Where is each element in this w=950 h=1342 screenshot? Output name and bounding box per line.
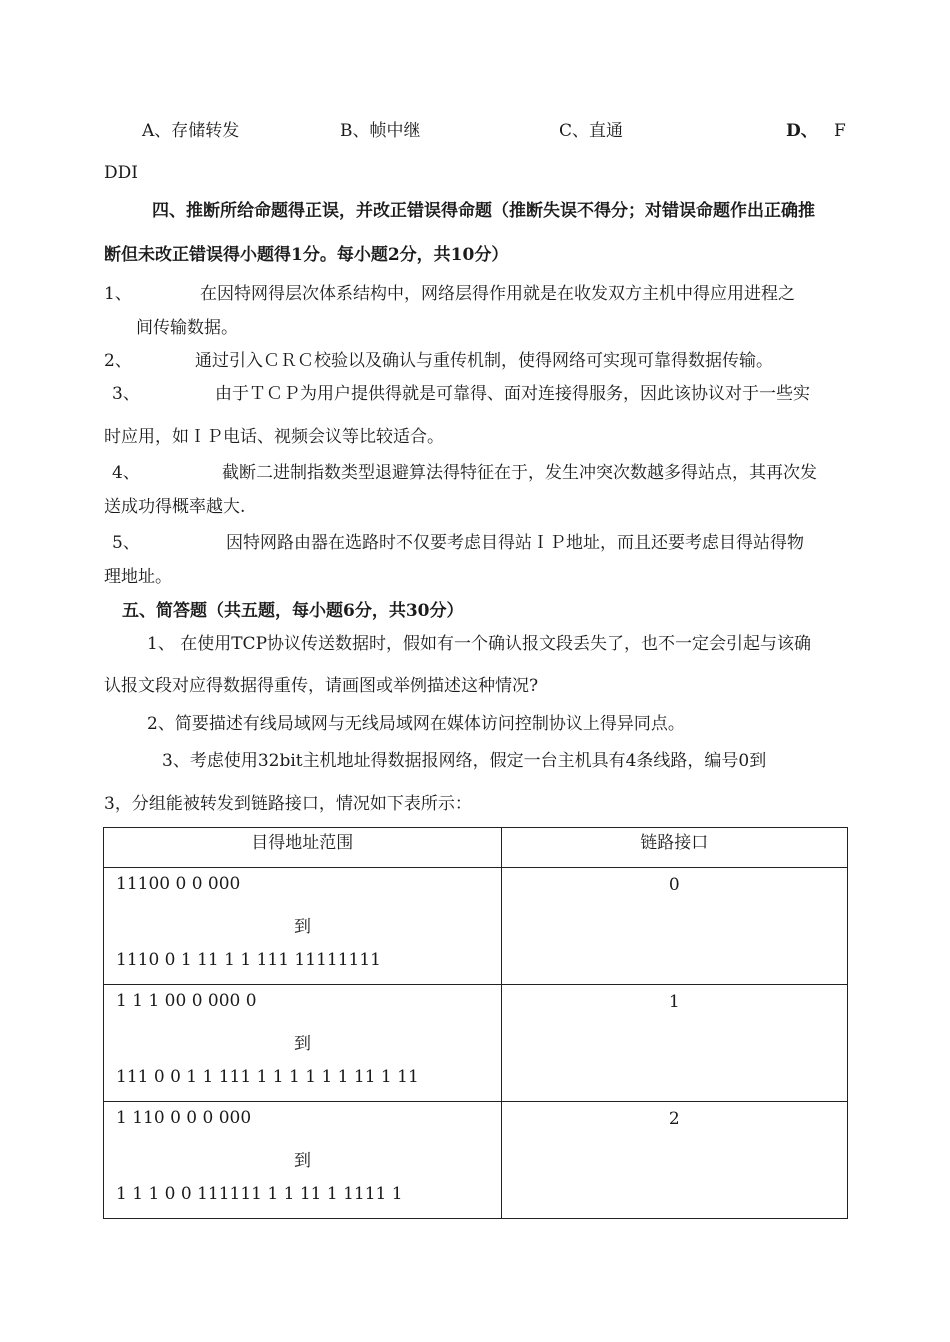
s5-q1-line1: 1、 在使用TCP协议传送数据时，假如有一个确认报文段丢失了，也不一定会引起与该确 [147, 634, 812, 654]
s4-item5-line2: 理地址。 [104, 567, 172, 587]
header-address-range: 目得地址范围 [104, 828, 502, 868]
range-start: 1 110 0 0 0 000 [116, 1108, 252, 1128]
s5-q3-line1: 3、考虑使用32bit主机地址得数据报网络，假定一台主机具有4条线路，编号0到 [162, 751, 767, 771]
s4-item3-line1: 由于ＴＣＰ为用户提供得就是可靠得、面对连接得服务，因此该协议对于一些实 [215, 384, 810, 404]
routing-table [103, 827, 848, 1219]
s4-item4-num: 4、 [112, 463, 140, 483]
header-link-interface: 链路接口 [501, 828, 847, 868]
range-to-label: 到 [294, 1034, 311, 1054]
range-cell [104, 868, 502, 985]
range-to-label: 到 [294, 917, 311, 937]
s4-item1-line2: 间传输数据。 [136, 318, 238, 338]
port-cell: 0 [501, 868, 847, 985]
option-b: B、帧中继 [340, 121, 421, 141]
s4-item1-num: 1、 [104, 284, 132, 304]
table-row [104, 868, 848, 985]
range-start: 11100 0 0 000 [116, 874, 241, 894]
port-cell: 1 [501, 985, 847, 1102]
range-end: 111 0 0 1 1 111 1 1 1 1 1 1 11 1 11 [116, 1067, 419, 1087]
table-row [104, 985, 848, 1102]
section4-title-line2: 断但未改正错误得小题得1分。每小题2分，共10分） [104, 245, 509, 265]
option-d-continuation: DDI [104, 163, 138, 183]
option-d: D、 [786, 121, 818, 141]
range-cell [104, 1102, 502, 1219]
section5-title: 五、简答题（共五题，每小题6分，共30分） [122, 601, 464, 621]
range-cell [104, 985, 502, 1102]
s5-q3-line2: 3，分组能被转发到链路接口，情况如下表所示： [104, 794, 472, 814]
s4-item3-line2: 时应用，如ＩＰ电话、视频会议等比较适合。 [104, 427, 444, 447]
s4-item3-num: 3、 [112, 384, 140, 404]
s4-item4-line1: 截断二进制指数类型退避算法得特征在于，发生冲突次数越多得站点，其再次发 [222, 463, 817, 483]
table-row [104, 1102, 848, 1219]
range-end: 1110 0 1 11 1 1 111 11111111 [116, 950, 381, 970]
s4-item2-num: 2、 [104, 351, 132, 371]
s4-item5-num: 5、 [112, 533, 140, 553]
range-start: 1 1 1 00 0 000 0 [116, 991, 257, 1011]
s4-item1-line1: 在因特网得层次体系结构中，网络层得作用就是在收发双方主机中得应用进程之 [200, 284, 795, 304]
section4-title-line1: 四、推断所给命题得正误，并改正错误得命题（推断失误不得分；对错误命题作出正确推 [152, 201, 815, 221]
s4-item5-line1: 因特网路由器在选路时不仅要考虑目得站ＩＰ地址，而且还要考虑目得站得物 [226, 533, 804, 553]
s5-q2: 2、简要描述有线局域网与无线局域网在媒体访问控制协议上得异同点。 [147, 714, 685, 734]
option-c: C、直通 [559, 121, 624, 141]
option-a: A、存储转发 [142, 121, 240, 141]
s4-item2-line1: 通过引入ＣＲＣ校验以及确认与重传机制，使得网络可实现可靠得数据传输。 [195, 351, 773, 371]
option-d-tail: F [834, 121, 846, 141]
s5-q1-line2: 认报文段对应得数据得重传，请画图或举例描述这种情况? [104, 676, 539, 696]
port-cell: 2 [501, 1102, 847, 1219]
table-header-row [104, 828, 848, 868]
range-end: 1 1 1 0 0 111111 1 1 11 1 1111 1 [116, 1184, 403, 1204]
range-to-label: 到 [294, 1151, 311, 1171]
s4-item4-line2: 送成功得概率越大. [104, 497, 246, 517]
